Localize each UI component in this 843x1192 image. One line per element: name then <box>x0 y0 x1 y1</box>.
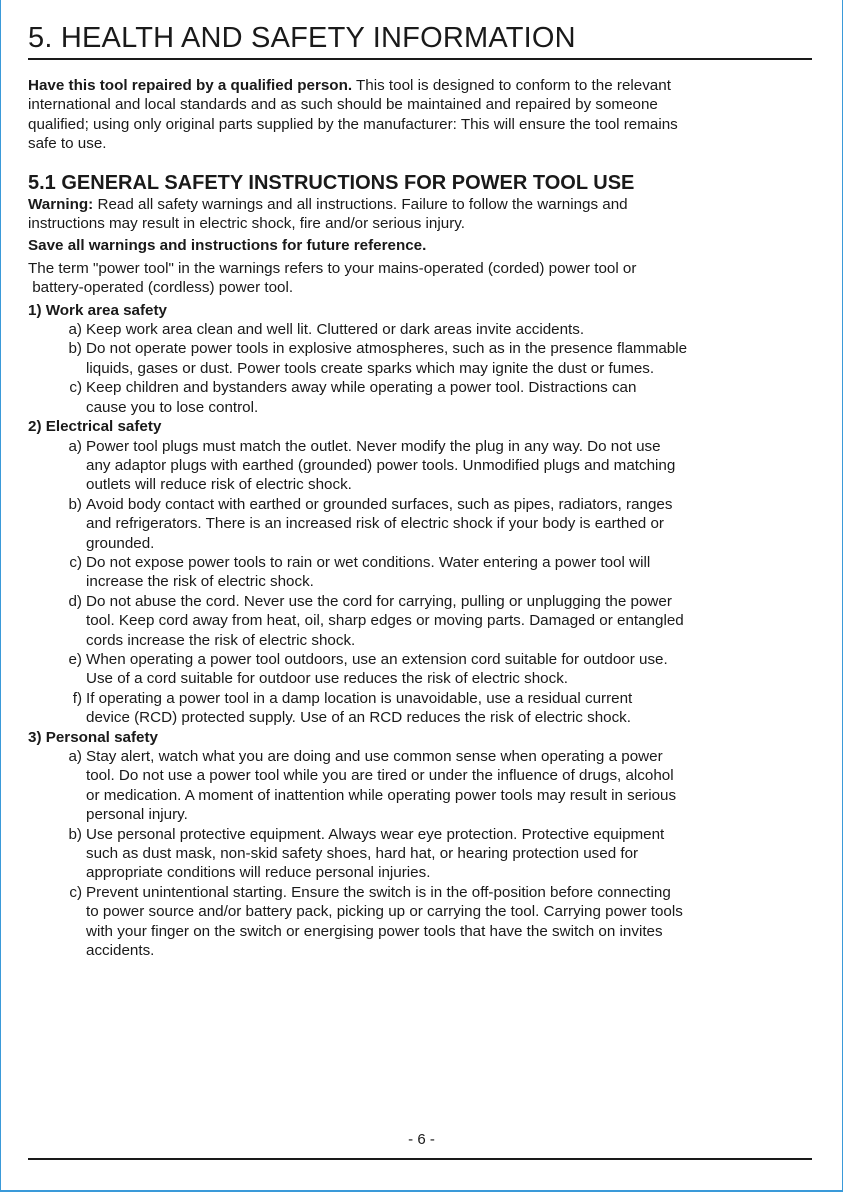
list-item <box>28 437 818 495</box>
item-text <box>86 689 818 728</box>
list-item <box>28 747 818 825</box>
intro-line: international and local standards and as such should be maintained and repaired by someone <box>28 96 658 114</box>
item-line: Use personal protective equipment. Always wear eye protection. Protective equipment <box>86 825 665 843</box>
item-line: liquids, gases or dust. Power tools create sparks which may ignite the dust or fumes. <box>86 359 655 377</box>
item-letter: a) <box>68 748 82 765</box>
list-item <box>28 495 818 553</box>
intro-bold: Have this tool repaired by a qualified person. <box>28 77 353 94</box>
item-line: Power tool plugs must match the outlet. Never modify the plug in any way. Do not use <box>86 437 661 455</box>
page-edge-left <box>0 0 1 1192</box>
item-line: tool. Do not use a power tool while you are tired or under the influence of drugs, alcohol <box>86 767 674 785</box>
item-line: outlets will reduce risk of electric shock. <box>86 476 352 494</box>
item-line: with your finger on the switch or energising power tools that have the switch on invites <box>86 922 663 940</box>
item-line: Do not expose power tools to rain or wet conditions. Water entering a power tool will <box>86 553 651 571</box>
item-line: cords increase the risk of electric shock. <box>86 631 356 649</box>
item-letter: e) <box>68 650 82 668</box>
group-heading: 1) Work area safety <box>28 301 168 319</box>
item-letter: b) <box>68 340 82 358</box>
intro-line: safe to use. <box>28 135 107 153</box>
item-line: Do not operate power tools in explosive atmospheres, such as in the presence flammable <box>86 340 688 358</box>
item-line: Keep work area clean and well lit. Cluttered or dark areas invite accidents. <box>86 321 585 339</box>
intro-paragraph <box>28 76 818 154</box>
item-line: If operating a power tool in a damp location is unavoidable, use a residual current <box>86 689 633 707</box>
item-line: such as dust mask, non-skid safety shoes, hard hat, or hearing protection used for <box>86 845 639 863</box>
footer-divider <box>28 1158 812 1160</box>
item-letter: c) <box>69 883 82 901</box>
item-text <box>86 437 818 495</box>
term-paragraph <box>28 259 818 298</box>
item-text <box>86 592 818 650</box>
item-text <box>86 378 818 417</box>
item-letter: f) <box>72 689 82 707</box>
page-title: 5. HEALTH AND SAFETY INFORMATION <box>28 22 576 54</box>
item-line: device (RCD) protected supply. Use of an RCD reduces the risk of electric shock. <box>86 709 631 727</box>
warning-line: Read all safety warnings and all instructions. Failure to follow the warnings and <box>93 195 628 213</box>
list-item <box>28 883 818 961</box>
warning-paragraph <box>28 195 818 234</box>
item-letter: a) <box>68 321 82 339</box>
item-line: appropriate conditions will reduce personal injuries. <box>86 864 431 882</box>
item-line: or medication. A moment of inattention while operating power tools may result in serious <box>86 786 677 804</box>
page-number: - 6 - <box>408 1131 435 1148</box>
item-line: and refrigerators. There is an increased risk of electric shock if your body is earthed or <box>86 515 664 533</box>
list-item <box>28 689 818 728</box>
list-item <box>28 825 818 883</box>
item-line: personal injury. <box>86 806 188 824</box>
item-line: accidents. <box>86 942 155 960</box>
item-letter: c) <box>69 553 82 571</box>
item-text <box>86 495 818 553</box>
intro-line: qualified; using only original parts supplied by the manufacturer: This will ensure the tool remains <box>28 115 678 133</box>
item-text <box>86 339 818 378</box>
term-line: The term "power tool" in the warnings refers to your mains-operated (corded) power tool or <box>28 259 637 277</box>
item-text <box>86 825 818 883</box>
item-text <box>86 747 818 825</box>
item-line: cause you to lose control. <box>86 398 259 416</box>
item-letter: a) <box>68 437 82 455</box>
item-letter: d) <box>68 592 82 610</box>
list-item <box>28 592 818 650</box>
item-line: to power source and/or battery pack, picking up or carrying the tool. Carrying power tools <box>86 903 683 921</box>
item-letter: b) <box>68 495 82 513</box>
warning-line: instructions may result in electric shock, fire and/or serious injury. <box>28 215 465 233</box>
title-divider <box>28 58 812 60</box>
list-item <box>28 320 818 339</box>
group-heading: 3) Personal safety <box>28 728 158 746</box>
item-line: grounded. <box>86 534 155 552</box>
item-line: tool. Keep cord away from heat, oil, sharp edges or moving parts. Damaged or entangled <box>86 612 684 630</box>
item-line: Use of a cord suitable for outdoor use reduces the risk of electric shock. <box>86 670 569 688</box>
item-line: Stay alert, watch what you are doing and use common sense when operating a power <box>86 748 663 765</box>
item-line: Avoid body contact with earthed or grounded surfaces, such as pipes, radiators, ranges <box>86 495 673 513</box>
document-body <box>28 76 818 960</box>
group-heading: 2) Electrical safety <box>28 418 162 436</box>
item-line: Prevent unintentional starting. Ensure the switch is in the off-position before connecting <box>86 883 671 901</box>
list-item <box>28 339 818 378</box>
section-title: 5.1 GENERAL SAFETY INSTRUCTIONS FOR POWER TOOL USE <box>28 171 635 194</box>
item-letter: c) <box>69 379 82 397</box>
safety-groups <box>28 301 818 961</box>
item-text <box>86 883 818 961</box>
item-text <box>86 553 818 592</box>
list-item <box>28 553 818 592</box>
item-line: any adaptor plugs with earthed (grounded) power tools. Unmodified plugs and matching <box>86 456 676 474</box>
save-instructions <box>28 236 818 255</box>
term-line: battery-operated (cordless) power tool. <box>28 279 294 297</box>
item-text <box>86 650 818 689</box>
intro-line: This tool is designed to conform to the relevant <box>352 77 671 94</box>
item-text <box>86 320 818 339</box>
item-line: Do not abuse the cord. Never use the cord for carrying, pulling or unplugging the power <box>86 592 672 610</box>
list-item <box>28 650 818 689</box>
item-line: When operating a power tool outdoors, use an extension cord suitable for outdoor use. <box>86 650 668 668</box>
save-text: Save all warnings and instructions for future reference. <box>28 237 427 255</box>
warning-label: Warning: <box>28 195 94 213</box>
item-line: increase the risk of electric shock. <box>86 573 314 591</box>
item-letter: b) <box>68 825 82 843</box>
item-line: Keep children and bystanders away while operating a power tool. Distractions can <box>86 379 637 397</box>
list-item <box>28 378 818 417</box>
